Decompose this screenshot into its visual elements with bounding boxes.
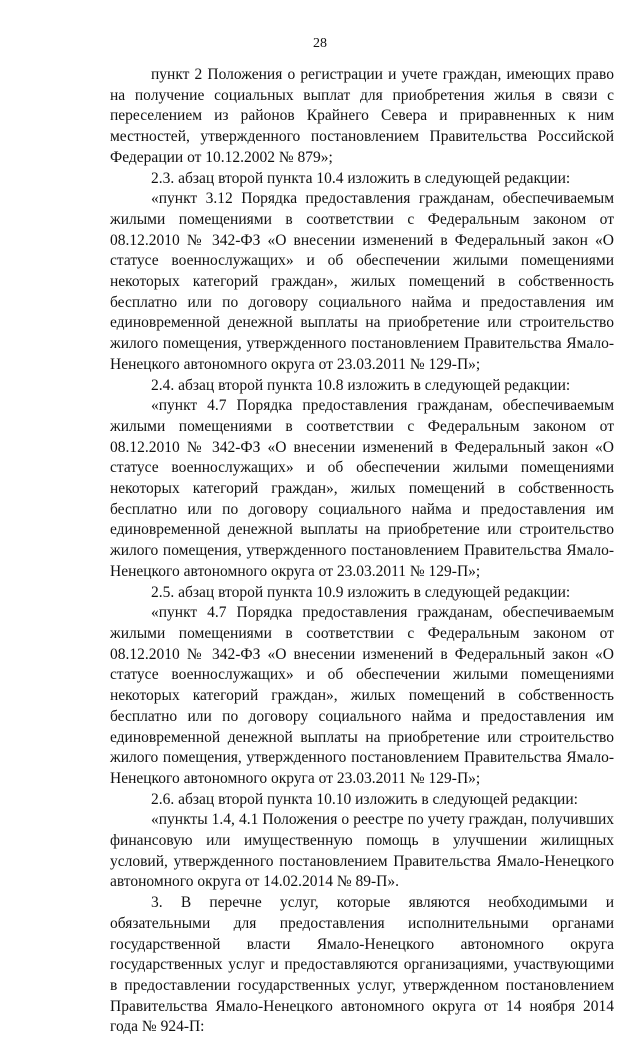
paragraph-8: 2.6. абзац второй пункта 10.10 изложить в следующей редакции: (151, 790, 578, 808)
paragraph-7: «пункт 4.7 Порядка предоставления гражданам, обеспечиваемым жилыми помещениями в соответствии с Федеральным законом от 08.12.2010 № 342-ФЗ «О внесении изменений в Федеральный закон «О статусе военнослужащих» и об обеспечении жилыми помещениями некоторых категорий граждан», жилых помещений в собственность бесплатно или по договору социального найма и предоставления им единовременной денежной выплаты на приобретение или строительство жилого помещения, утвержденного постановлением Правительства Ямало-Ненецкого автономного округа от 23.03.2011 № 129-П»; (110, 604, 614, 787)
page-number: 28 (313, 36, 327, 51)
paragraph-1: пункт 2 Положения о регистрации и учете граждан, имеющих право на получение социальных выплат для приобретения жилья в связи с переселением из районов Крайнего Севера и приравненных к ним местностей, утвержденного постановлением Правительства Российской Федерации от 10.12.2002 № 879»; (110, 66, 614, 166)
paragraph-4: 2.4. абзац второй пункта 10.8 изложить в следующей редакции: (151, 376, 571, 394)
paragraph-3: «пункт 3.12 Порядка предоставления гражданам, обеспечиваемым жилыми помещениями в соответствии с Федеральным законом от 08.12.2010 № 342-ФЗ «О внесении изменений в Федеральный закон «О статусе военнослужащих» и об обеспечении жилыми помещениями некоторых категорий граждан», жилых помещений в собственность бесплатно или по договору социального найма и предоставления им единовременной денежной выплаты на приобретение или строительство жилого помещения, утвержденного постановлением Правительства Ямало-Ненецкого автономного округа от 23.03.2011 № 129-П»; (110, 190, 614, 373)
paragraph-6: 2.5. абзац второй пункта 10.9 изложить в следующей редакции: (151, 583, 571, 601)
paragraph-9: «пункты 1.4, 4.1 Положения о реестре по учету граждан, получивших финансовую или имущественную помощь в улучшении жилищных условий, утвержденного постановлением Правительства Ямало-Ненецкого автономного округа от 14.02.2014 № 89-П». (110, 811, 614, 891)
paragraph-2: 2.3. абзац второй пункта 10.4 изложить в следующей редакции: (151, 169, 571, 187)
document-body (110, 65, 614, 1038)
paragraph-10: 3. В перечне услуг, которые являются необходимыми и обязательными для предоставления исполнительными органами государственной власти Ямало-Ненецкого автономного округа государственных услуг и предоставляются организациями, участвующими в предоставлении государственных услуг, утвержденном постановлением Правительства Ямало-Ненецкого автономного округа от 14 ноября 2014 года № 924-П: (110, 894, 614, 1036)
paragraph-5: «пункт 4.7 Порядка предоставления гражданам, обеспечиваемым жилыми помещениями в соответствии с Федеральным законом от 08.12.2010 № 342-ФЗ «О внесении изменений в Федеральный закон «О статусе военнослужащих» и об обеспечении жилыми помещениями некоторых категорий граждан», жилых помещений в собственность бесплатно или по договору социального найма и предоставления им единовременной денежной выплаты на приобретение или строительство жилого помещения, утвержденного постановлением Правительства Ямало-Ненецкого автономного округа от 23.03.2011 № 129-П»; (110, 397, 614, 580)
